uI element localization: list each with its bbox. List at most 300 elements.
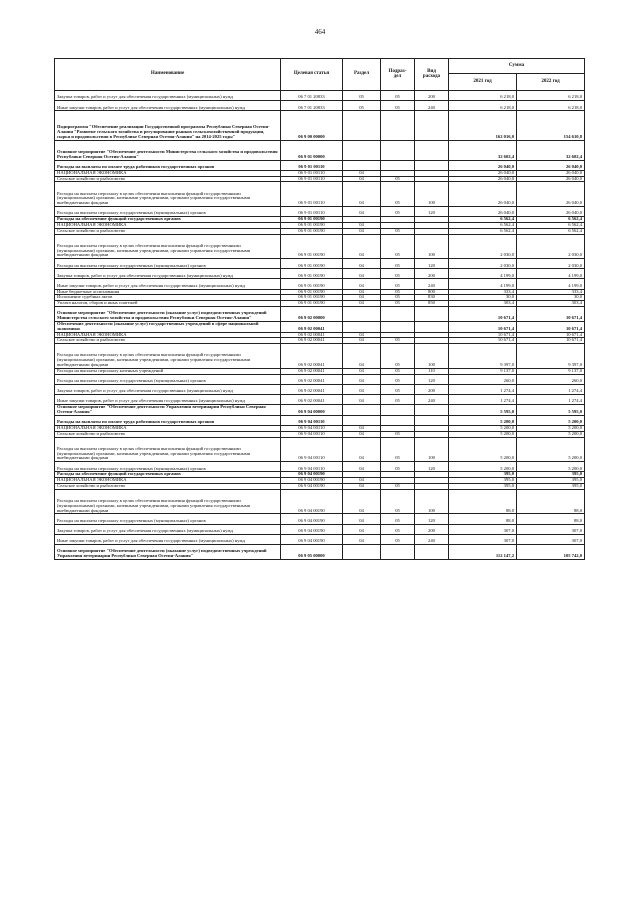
row-expense-kind: 120 (415, 462, 449, 472)
row-subsection: 05 (381, 91, 415, 101)
row-sum-2022: 88,0 (517, 489, 585, 514)
table-row (55, 101, 585, 111)
row-subsection: 05 (381, 514, 415, 524)
row-target-code: 06 9 04 00000 (281, 405, 343, 416)
row-target-code: 06 9 01 00190 (281, 301, 343, 307)
header-sum: Сумма (449, 59, 585, 74)
table-row (55, 462, 585, 472)
row-sum-2022: 26 040,0 (517, 176, 585, 182)
row-target-code: 06 9 04 00190 (281, 514, 343, 524)
row-name: Основное мероприятие "Обеспечение деятельности (оказание услуг) подведомственных учреждений Министерства сельского хозяйства и продовольствия Республики Северная Осетия-Алания" (55, 307, 281, 322)
row-sum-2022: 2 030,0 (517, 234, 585, 259)
row-sum-2021: 88,0 (449, 489, 517, 514)
row-sum-2021: 260,0 (449, 374, 517, 384)
table-row (55, 206, 585, 216)
row-subsection: 05 (381, 234, 415, 259)
row-subsection: 05 (381, 176, 415, 182)
row-sum-2021: 10 671,4 (449, 332, 517, 338)
row-section: 04 (343, 206, 381, 216)
row-expense-kind: 200 (415, 269, 449, 279)
row-sum-2021: 32 602,4 (449, 140, 517, 160)
row-sum-2022: 6 562,4 (517, 228, 585, 234)
row-sum-2022: 4 199,0 (517, 279, 585, 289)
row-sum-2022: 105 742,0 (517, 544, 585, 559)
header-kind: Вид расхода (415, 59, 449, 91)
table-row (55, 140, 585, 160)
row-sum-2022: 30,0 (517, 295, 585, 301)
row-sum-2022: 154 610,8 (517, 111, 585, 140)
row-sum-2021: 1 274,4 (449, 395, 517, 405)
row-section: 04 (343, 344, 381, 369)
row-target-code: 06 9 01 00110 (281, 182, 343, 207)
row-subsection: 05 (381, 279, 415, 289)
row-sum-2021: 26 040,0 (449, 182, 517, 207)
row-section (343, 544, 381, 559)
row-target-code: 06 9 01 00110 (281, 170, 343, 176)
row-subsection: 05 (381, 259, 415, 269)
row-target-code: 06 9 01 00000 (281, 140, 343, 160)
row-sum-2022: 4 199,0 (517, 269, 585, 279)
row-subsection: 05 (381, 269, 415, 279)
row-subsection: 05 (381, 462, 415, 472)
row-expense-kind: 120 (415, 259, 449, 269)
table-row (55, 415, 585, 425)
row-expense-kind: 240 (415, 395, 449, 405)
row-expense-kind (415, 111, 449, 140)
row-target-code: 06 9 02 00041 (281, 368, 343, 374)
row-target-code: 06 9 02 00000 (281, 307, 343, 322)
row-section: 04 (343, 534, 381, 544)
row-name: Иные закупки товаров, работ и услуг для обеспечения государственных (муниципальных) нужд (55, 395, 281, 405)
row-sum-2021: 333,4 (449, 289, 517, 295)
row-target-code: 06 9 01 00190 (281, 228, 343, 234)
row-name: Расходы на выплаты персоналу государственных (муниципальных) органов (55, 462, 281, 472)
row-sum-2022: 9 137,0 (517, 368, 585, 374)
row-subsection (381, 307, 415, 322)
row-name: Основное мероприятие "Обеспечение деятельности Управления ветеринарии Республики Северная Осетия-Алания" (55, 405, 281, 416)
row-section: 04 (343, 228, 381, 234)
row-target-code: 06 7 01 20833 (281, 101, 343, 111)
row-name: Сельское хозяйство и рыболовство (55, 431, 281, 437)
row-name: Уплата налогов, сборов и иных платежей (55, 301, 281, 307)
row-subsection (381, 140, 415, 160)
row-subsection: 05 (381, 431, 415, 437)
row-sum-2021: 112 147,2 (449, 544, 517, 559)
row-sum-2022: 395,0 (517, 478, 585, 484)
row-sum-2022: 26 040,0 (517, 160, 585, 170)
row-target-code: 06 9 00 00000 (281, 111, 343, 140)
row-section: 04 (343, 395, 381, 405)
row-expense-kind: 240 (415, 279, 449, 289)
table-row (55, 279, 585, 289)
row-sum-2021: 307,0 (449, 534, 517, 544)
row-name: Расходы на выплаты по оплате труда работников государственных органов (55, 160, 281, 170)
row-target-code: 06 9 04 00190 (281, 489, 343, 514)
row-name: Расходы на выплаты персоналу в целях обеспечения выполнения функций государственными (муниципальными) органами, казенными учреждениями, органами управления государственными внебюджетными фондами (55, 489, 281, 514)
header-section: Раздел (343, 59, 381, 91)
row-expense-kind: 120 (415, 514, 449, 524)
row-target-code: 06 9 04 00110 (281, 437, 343, 462)
table-row (55, 322, 585, 333)
row-target-code: 06 9 01 00190 (281, 269, 343, 279)
row-target-code: 06 9 04 00110 (281, 425, 343, 431)
row-subsection: 05 (381, 489, 415, 514)
row-section: 04 (343, 332, 381, 338)
row-target-code: 06 9 01 00110 (281, 160, 343, 170)
row-sum-2022: 5 200,0 (517, 462, 585, 472)
table-row (55, 514, 585, 524)
row-expense-kind (415, 322, 449, 333)
row-expense-kind: 110 (415, 368, 449, 374)
row-sum-2022: 10 671,4 (517, 338, 585, 344)
row-name: НАЦИОНАЛЬНАЯ ЭКОНОМИКА (55, 425, 281, 431)
row-sum-2021: 5 200,0 (449, 415, 517, 425)
row-sum-2021: 26 040,0 (449, 206, 517, 216)
row-subsection (381, 544, 415, 559)
row-expense-kind: 240 (415, 101, 449, 111)
row-sum-2021: 162 016,0 (449, 111, 517, 140)
table-row (55, 217, 585, 223)
row-target-code: 06 9 01 00190 (281, 289, 343, 295)
row-subsection (381, 415, 415, 425)
row-subsection: 05 (381, 206, 415, 216)
row-sum-2021: 307,0 (449, 524, 517, 534)
row-name: Расходы на выплаты персоналу государственных (муниципальных) органов (55, 206, 281, 216)
row-target-code: 06 9 04 00190 (281, 534, 343, 544)
row-name: Закупка товаров, работ и услуг для обеспечения государственных (муниципальных) нужд (55, 384, 281, 394)
row-section: 04 (343, 170, 381, 176)
row-subsection: 05 (381, 295, 415, 301)
table-row (55, 395, 585, 405)
row-sum-2022: 395,0 (517, 472, 585, 478)
row-sum-2022: 2 030,0 (517, 259, 585, 269)
row-section: 04 (343, 431, 381, 437)
row-name: НАЦИОНАЛЬНАЯ ЭКОНОМИКА (55, 170, 281, 176)
row-subsection: 05 (381, 524, 415, 534)
row-sum-2021: 10 671,4 (449, 338, 517, 344)
row-sum-2022: 10 671,4 (517, 307, 585, 322)
row-expense-kind: 100 (415, 234, 449, 259)
row-subsection: 05 (381, 368, 415, 374)
row-name: НАЦИОНАЛЬНАЯ ЭКОНОМИКА (55, 222, 281, 228)
row-section: 04 (343, 182, 381, 207)
row-target-code: 06 9 02 00041 (281, 384, 343, 394)
row-section: 04 (343, 374, 381, 384)
table-row (55, 307, 585, 322)
row-expense-kind (415, 405, 449, 416)
row-expense-kind: 100 (415, 489, 449, 514)
row-sum-2021: 6 562,4 (449, 222, 517, 228)
row-name: Расходы на выплаты персоналу государственных (муниципальных) органов (55, 259, 281, 269)
row-sum-2021: 6 562,4 (449, 217, 517, 223)
row-name: НАЦИОНАЛЬНАЯ ЭКОНОМИКА (55, 332, 281, 338)
row-sum-2021: 26 040,0 (449, 160, 517, 170)
row-name: Сельское хозяйство и рыболовство (55, 176, 281, 182)
table-row (55, 384, 585, 394)
row-sum-2022: 26 040,0 (517, 182, 585, 207)
table-row (55, 111, 585, 140)
row-sum-2021: 10 671,4 (449, 307, 517, 322)
row-expense-kind: 200 (415, 91, 449, 101)
row-sum-2022: 6 218,0 (517, 91, 585, 101)
row-name: Иные закупки товаров, работ и услуг для обеспечения государственных (муниципальных) нужд (55, 279, 281, 289)
row-sum-2022: 333,4 (517, 289, 585, 295)
row-section: 04 (343, 462, 381, 472)
row-sum-2021: 88,0 (449, 514, 517, 524)
row-target-code: 06 9 04 00110 (281, 462, 343, 472)
row-sum-2021: 4 199,0 (449, 279, 517, 289)
row-name: Исполнение судебных актов (55, 295, 281, 301)
row-section: 04 (343, 384, 381, 394)
row-subsection: 05 (381, 338, 415, 344)
row-name: Расходы на выплаты персоналу в целях обеспечения выполнения функций государственными (муниципальными) органами, казенными учреждениями, органами управления государственными внебюджетными фондами (55, 344, 281, 369)
row-sum-2021: 26 040,0 (449, 176, 517, 182)
row-sum-2021: 395,0 (449, 483, 517, 489)
header-name: Наименование (55, 59, 281, 91)
row-sum-2022: 307,0 (517, 534, 585, 544)
row-sum-2021: 5 595,0 (449, 405, 517, 416)
row-subsection: 05 (381, 301, 415, 307)
row-target-code: 06 9 02 00041 (281, 344, 343, 369)
row-target-code: 06 9 05 00000 (281, 544, 343, 559)
row-target-code: 06 9 04 00190 (281, 472, 343, 478)
table-row (55, 259, 585, 269)
row-subsection: 05 (381, 483, 415, 489)
row-sum-2022: 260,0 (517, 374, 585, 384)
row-sum-2021: 5 200,0 (449, 425, 517, 431)
row-subsection: 05 (381, 395, 415, 405)
table-row (55, 472, 585, 478)
row-expense-kind (415, 544, 449, 559)
row-target-code: 06 7 01 20833 (281, 91, 343, 101)
row-target-code: 06 9 02 00041 (281, 322, 343, 333)
row-target-code: 06 9 01 00190 (281, 295, 343, 301)
row-sum-2022: 26 040,0 (517, 170, 585, 176)
table-row (55, 534, 585, 544)
row-target-code: 06 9 01 00190 (281, 259, 343, 269)
page-number: 464 (314, 28, 326, 36)
row-expense-kind: 100 (415, 437, 449, 462)
row-section (343, 322, 381, 333)
row-name: НАЦИОНАЛЬНАЯ ЭКОНОМИКА (55, 478, 281, 484)
table-row (55, 91, 585, 101)
table-row (55, 182, 585, 207)
row-section (343, 160, 381, 170)
row-sum-2021: 303,4 (449, 301, 517, 307)
header-subsection: Подраз- дел (381, 59, 415, 91)
row-expense-kind: 200 (415, 524, 449, 534)
row-subsection: 05 (381, 101, 415, 111)
row-target-code: 06 9 04 00190 (281, 483, 343, 489)
table-row (55, 405, 585, 416)
row-sum-2022: 32 602,4 (517, 140, 585, 160)
row-target-code: 06 9 01 00110 (281, 206, 343, 216)
row-target-code: 06 9 04 00190 (281, 478, 343, 484)
row-sum-2021: 10 671,4 (449, 322, 517, 333)
row-section: 04 (343, 176, 381, 182)
row-sum-2021: 9 397,0 (449, 344, 517, 369)
row-target-code: 06 9 01 00190 (281, 217, 343, 223)
row-target-code: 06 9 01 00190 (281, 222, 343, 228)
row-section: 04 (343, 222, 381, 228)
row-target-code: 06 9 01 00190 (281, 279, 343, 289)
row-sum-2022: 1 274,4 (517, 395, 585, 405)
row-name: Расходы на обеспечение функций государственных органов (55, 217, 281, 223)
row-target-code: 06 9 01 00110 (281, 176, 343, 182)
row-name: Сельское хозяйство и рыболовство (55, 483, 281, 489)
row-name: Основное мероприятие "Обеспечение деятельности (оказание услуг) подведомственных учреждений Управления ветеринарии Республики Северная Осетия-Алания" (55, 544, 281, 559)
row-sum-2022: 5 200,0 (517, 437, 585, 462)
row-expense-kind (415, 140, 449, 160)
row-subsection (381, 322, 415, 333)
row-section: 04 (343, 279, 381, 289)
row-target-code: 06 9 04 00110 (281, 415, 343, 425)
row-subsection: 05 (381, 344, 415, 369)
row-expense-kind: 120 (415, 206, 449, 216)
header-year-2022: 2022 год (517, 74, 585, 91)
row-subsection: 05 (381, 182, 415, 207)
row-section: 04 (343, 269, 381, 279)
row-name: Расходы на выплаты персоналу в целях обеспечения выполнения функций государственными (муниципальными) органами, казенными учреждениями, органами управления государственными внебюджетными фондами (55, 234, 281, 259)
row-name: Закупка товаров, работ и услуг для обеспечения государственных (муниципальных) нужд (55, 524, 281, 534)
row-sum-2022: 26 040,0 (517, 206, 585, 216)
row-section: 05 (343, 91, 381, 101)
row-section: 04 (343, 234, 381, 259)
table-row (55, 234, 585, 259)
row-sum-2021: 395,0 (449, 478, 517, 484)
row-subsection (381, 160, 415, 170)
table-row (55, 301, 585, 307)
row-expense-kind: 830 (415, 295, 449, 301)
row-sum-2022: 10 671,4 (517, 332, 585, 338)
row-name: Расходы на выплаты персоналу в целях обеспечения выполнения функций государственными (муниципальными) органами, казенными учреждениями, органами управления государственными внебюджетными фондами (55, 182, 281, 207)
row-section: 04 (343, 514, 381, 524)
row-target-code: 06 9 02 00041 (281, 338, 343, 344)
row-section (343, 111, 381, 140)
row-name: Расходы на выплаты персоналу казенных учреждений (55, 368, 281, 374)
row-sum-2022: 5 595,0 (517, 405, 585, 416)
row-sum-2021: 1 274,4 (449, 384, 517, 394)
row-section: 04 (343, 483, 381, 489)
row-name: Иные закупки товаров, работ и услуг для обеспечения государственных (муниципальных) нужд (55, 101, 281, 111)
row-sum-2021: 2 030,0 (449, 259, 517, 269)
row-name: Сельское хозяйство и рыболовство (55, 228, 281, 234)
row-name: Закупка товаров, работ и услуг для обеспечения государственных (муниципальных) нужд (55, 91, 281, 101)
table-row (55, 437, 585, 462)
table-row (55, 524, 585, 534)
row-name: Основное мероприятие "Обеспечение деятельности Министерства сельского хозяйства и продовольствия Республики Северная Осетия-Алания" (55, 140, 281, 160)
row-name: Иные бюджетные ассигнования (55, 289, 281, 295)
row-sum-2021: 6 562,4 (449, 228, 517, 234)
row-section: 04 (343, 489, 381, 514)
row-target-code: 06 9 04 00190 (281, 524, 343, 534)
row-expense-kind: 100 (415, 182, 449, 207)
row-sum-2022: 88,0 (517, 514, 585, 524)
row-section: 04 (343, 259, 381, 269)
row-target-code: 06 9 04 00110 (281, 431, 343, 437)
row-section (343, 415, 381, 425)
row-section: 04 (343, 437, 381, 462)
row-name: Расходы на выплаты персоналу в целях обеспечения выполнения функций государственными (муниципальными) органами, казенными учреждениями, органами управления государственными внебюджетными фондами (55, 437, 281, 462)
row-subsection: 05 (381, 289, 415, 295)
row-name: Иные закупки товаров, работ и услуг для обеспечения государственных (муниципальных) нужд (55, 534, 281, 544)
row-sum-2021: 6 218,0 (449, 91, 517, 101)
row-expense-kind (415, 160, 449, 170)
row-sum-2021: 2 030,0 (449, 234, 517, 259)
row-subsection: 05 (381, 228, 415, 234)
table-row (55, 489, 585, 514)
row-expense-kind: 800 (415, 289, 449, 295)
row-sum-2021: 6 218,0 (449, 101, 517, 111)
row-expense-kind: 100 (415, 344, 449, 369)
row-sum-2022: 5 200,0 (517, 431, 585, 437)
row-expense-kind: 850 (415, 301, 449, 307)
row-section (343, 405, 381, 416)
row-expense-kind (415, 307, 449, 322)
row-subsection: 05 (381, 534, 415, 544)
row-sum-2022: 9 397,0 (517, 344, 585, 369)
row-sum-2022: 5 200,0 (517, 415, 585, 425)
header-code: Целевая статья (281, 59, 343, 91)
row-section (343, 140, 381, 160)
row-expense-kind: 200 (415, 384, 449, 394)
row-name: Подпрограмма "Обеспечение реализации Государственной программы Республики Северная Осетия-Алания "Развитие сельского хозяйства и регулирование рынков сельскохозяйственной продукции, сырья и продовольствия в Республике Северная Осетия-Алания" на 2014-2025 годы" (55, 111, 281, 140)
budget-table (54, 58, 585, 560)
row-expense-kind: 120 (415, 374, 449, 384)
table-row (55, 368, 585, 374)
row-section: 04 (343, 338, 381, 344)
row-target-code: 06 9 02 00041 (281, 395, 343, 405)
row-subsection (381, 405, 415, 416)
table-row (55, 344, 585, 369)
header-year-2021: 2021 год (449, 74, 517, 91)
row-sum-2021: 30,0 (449, 295, 517, 301)
row-subsection (381, 111, 415, 140)
row-section: 04 (343, 524, 381, 534)
row-sum-2022: 303,4 (517, 301, 585, 307)
row-sum-2022: 307,0 (517, 524, 585, 534)
row-name: Расходы на обеспечение функций государственных органов (55, 472, 281, 478)
row-sum-2021: 5 200,0 (449, 437, 517, 462)
row-sum-2021: 9 137,0 (449, 368, 517, 374)
row-sum-2021: 395,0 (449, 472, 517, 478)
row-sum-2022: 6 562,4 (517, 222, 585, 228)
row-sum-2022: 6 218,0 (517, 101, 585, 111)
row-sum-2022: 10 671,4 (517, 322, 585, 333)
row-section: 04 (343, 289, 381, 295)
table-row (55, 269, 585, 279)
row-section: 04 (343, 478, 381, 484)
row-expense-kind: 240 (415, 534, 449, 544)
table-row (55, 544, 585, 559)
row-subsection: 05 (381, 384, 415, 394)
row-name: Сельское хозяйство и рыболовство (55, 338, 281, 344)
row-target-code: 06 9 02 00041 (281, 374, 343, 384)
row-subsection: 05 (381, 437, 415, 462)
row-section: 05 (343, 101, 381, 111)
row-section: 04 (343, 368, 381, 374)
row-name: Закупка товаров, работ и услуг для обеспечения государственных (муниципальных) нужд (55, 269, 281, 279)
row-subsection: 05 (381, 374, 415, 384)
row-target-code: 06 9 02 00041 (281, 332, 343, 338)
table-row (55, 374, 585, 384)
row-sum-2021: 26 040,0 (449, 170, 517, 176)
row-name: Расходы на выплаты по оплате труда работников государственных органов (55, 415, 281, 425)
row-sum-2022: 6 562,4 (517, 217, 585, 223)
row-name: Расходы на выплаты персоналу государственных (муниципальных) органов (55, 514, 281, 524)
row-section: 04 (343, 301, 381, 307)
row-target-code: 06 9 01 00190 (281, 234, 343, 259)
